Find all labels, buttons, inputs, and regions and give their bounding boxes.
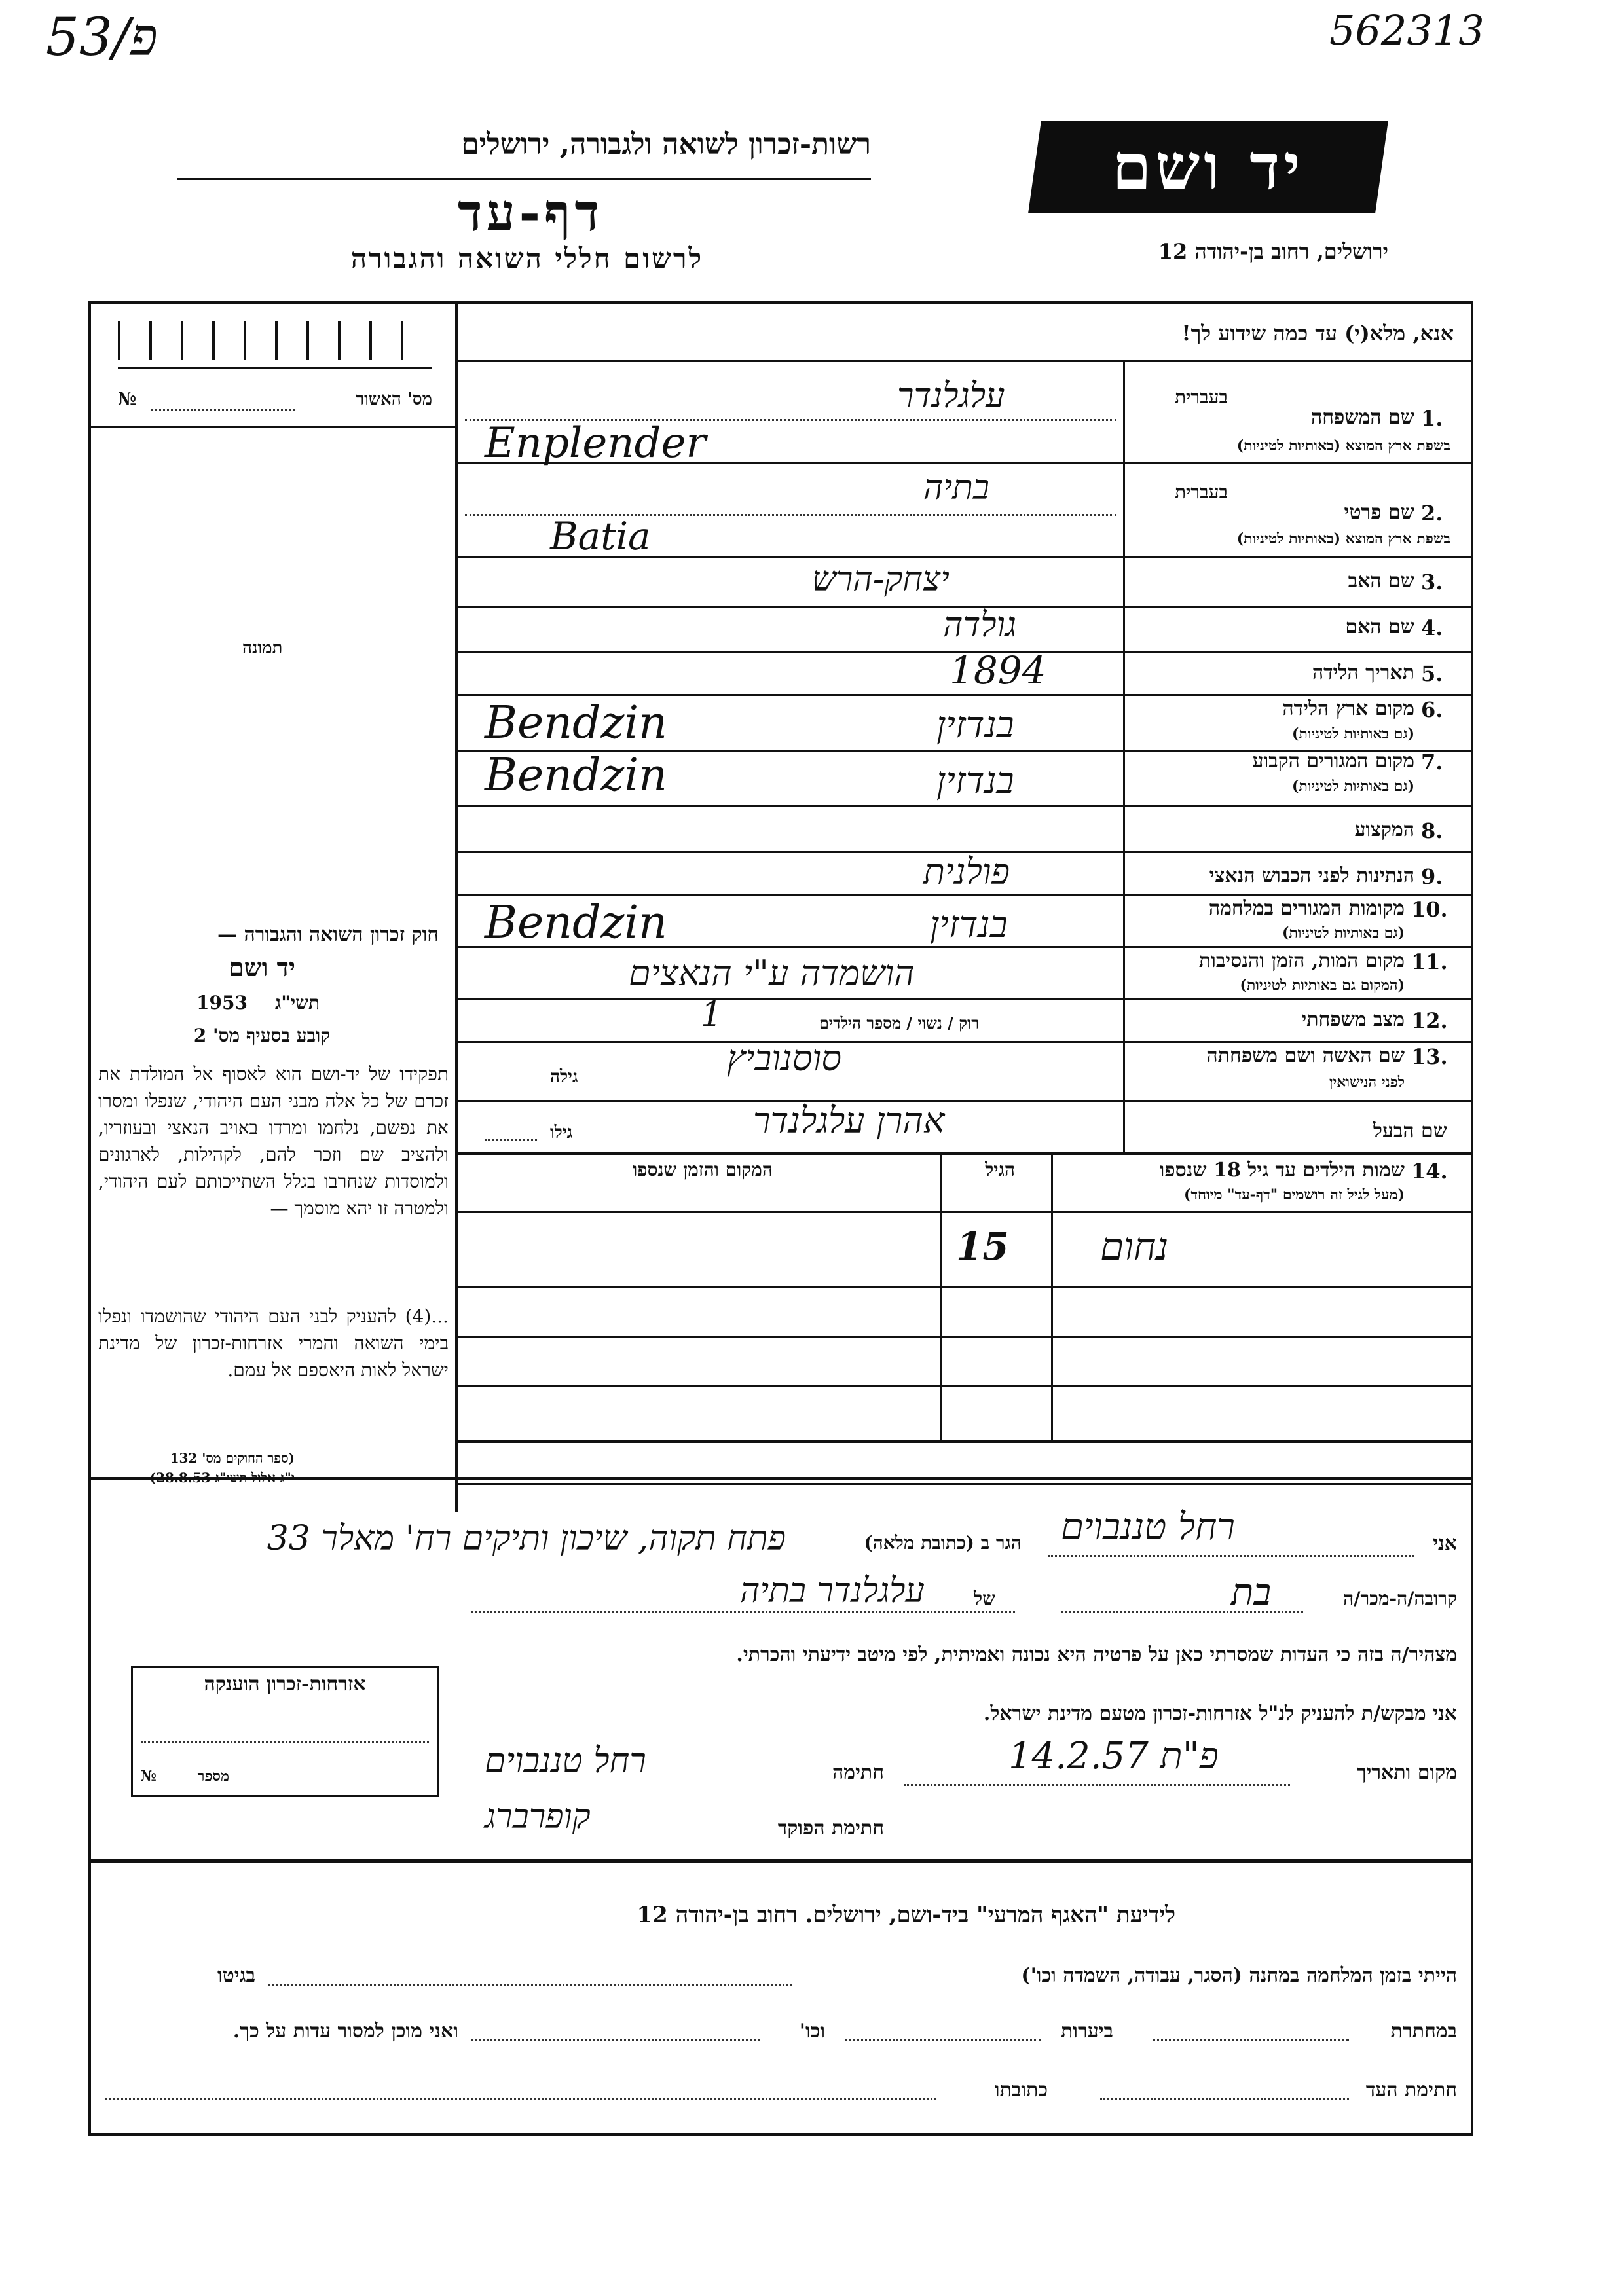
field-6-number: 6. (1421, 697, 1443, 722)
field-13-number: 13. (1411, 1044, 1448, 1069)
declarant-address: פתח תקוה, שיכון ותיקים רח' מאלר 33 (267, 1519, 786, 1558)
of-label: של (974, 1588, 995, 1609)
field-2-heb-tag: בעברית (1174, 481, 1228, 503)
field-7-sub: (גם באותיות לטיניות) (1291, 778, 1414, 795)
field-11-label: מקום המות, הזמן והנסיבות (1198, 949, 1405, 972)
husband-age-label: גילו (550, 1123, 573, 1142)
family-name-hebrew: עלגלנדר (897, 376, 1005, 416)
statement: מצהיר/ה בזה כי העדות שמסרתי כאן על פרטיה היא נכונה ואמיתית, לפי מיטב ידיעתי והכרתי. (736, 1643, 1457, 1666)
declarant-name: רחל טננבוים (1061, 1506, 1235, 1548)
page-title: דף-עד (458, 183, 603, 243)
field-12-label: מצב משפחתי (1301, 1008, 1405, 1031)
field-2-label: שם פרטי (1344, 501, 1414, 524)
relation-value: בת (1231, 1571, 1272, 1614)
field-6-label: מקום ארץ הלידה (1282, 697, 1414, 720)
birth-date: 1894 (950, 648, 1046, 693)
citizenship-box-title: אזרחות-זכרון הוענקה (204, 1673, 366, 1696)
tick-strip (118, 321, 432, 360)
death-details: הושמדה ע"י הנאצים (629, 953, 915, 994)
child-1-name: נחום (1100, 1224, 1169, 1269)
left-reference: 53/פ (46, 7, 158, 67)
children-count: 1 (701, 995, 723, 1034)
officer-label: חתימת הפוקד (777, 1817, 884, 1840)
wife-age-label: גילה (550, 1067, 578, 1087)
father-name: יצחק-הרש (812, 560, 950, 599)
field-1-number: 1. (1421, 406, 1443, 431)
header-address: ירושלים, רחוב בן-יהודה 12 (1158, 239, 1388, 264)
field-5-number: 5. (1421, 661, 1443, 686)
approval-label: מס' האשור (356, 390, 432, 409)
field-8-number: 8. (1421, 818, 1443, 843)
of-name: עלגלנדר בתיה (740, 1571, 925, 1611)
relation-label: קרובה/ה-מכר/ה (1343, 1588, 1457, 1609)
field-6-sub: (גם באותיות לטיניות) (1291, 725, 1414, 742)
authority-title: רשות-זכרון לשואה ולגבורה, ירושלים (461, 128, 871, 161)
footer-title: לידיעת "האגף המרעי" ביד-ושם, ירושלים. רחוב בן-יהודה 12 (637, 1902, 1175, 1928)
field-2-sub: בשפת ארץ המוצא (באותיות לטיניות) (1236, 530, 1450, 547)
law-title: חוק זכרון השואה והגבורה — (217, 923, 439, 946)
field-12-sub: רוק / נשוי / מספר הילדים (819, 1013, 979, 1032)
law-reference-2: י"ג אלול תשי"ג 28.8.53) (149, 1470, 295, 1485)
field-11-number: 11. (1411, 949, 1448, 974)
family-name-latin: Enplender (485, 419, 706, 467)
footer-willing-label: ואני מוכן למסור עדות על כך. (232, 2020, 458, 2043)
footer-address-label: כתובתו (994, 2079, 1048, 2102)
field-9-number: 9. (1421, 864, 1443, 889)
field-8-label: המקצוע (1354, 818, 1414, 841)
wartime-residence-latin: Bendzin (485, 897, 667, 949)
residence-hebrew: בנדזין (936, 759, 1014, 802)
officer-signature: קופרברג (485, 1797, 591, 1836)
field-3-number: 3. (1421, 570, 1443, 594)
approval-number-symbol: № (118, 390, 137, 409)
right-reference: 562313 (1329, 7, 1485, 54)
birth-place-hebrew: בנדזין (936, 704, 1014, 746)
field-14-number: 14. (1411, 1159, 1448, 1184)
husband-label: שם הבעל (1373, 1120, 1447, 1142)
citizenship-number-label: מספר (197, 1768, 229, 1785)
field-9-label: הנתינות לפני הכבוש הנאצי (1209, 864, 1414, 887)
field-10-number: 10. (1411, 897, 1448, 922)
children-place-header: המקום והזמן שנספו (633, 1159, 773, 1180)
law-year: 1953 (196, 992, 248, 1013)
field-12-number: 12. (1411, 1008, 1448, 1033)
footer-etc-label: וכו' (799, 2020, 825, 2043)
children-age-header: הגיל (985, 1159, 1015, 1180)
husband-name: אהרן עלגלנדר (753, 1100, 945, 1141)
field-7-label: מקום המגורים הקבוע (1252, 750, 1414, 773)
footer-camp-label: הייתי בזמן המלחמה במחנה (הסגר, עבודה, השמדה וכו') (1021, 1964, 1457, 1987)
citizenship-number-symbol: № (141, 1768, 157, 1785)
field-7-number: 7. (1421, 750, 1443, 774)
mother-name: גולדה (943, 606, 1017, 645)
field-13-sub: לפני הנישואין (1329, 1074, 1405, 1091)
address-label: הגר ב (כתובת מלאה) (864, 1532, 1022, 1554)
footer-forests-label: ביערות (1060, 2020, 1113, 2043)
nationality: פולנית (923, 851, 1010, 892)
law-reference-1: (ספר החוקים מס' 132 (170, 1450, 295, 1466)
field-4-number: 4. (1421, 615, 1443, 640)
footer-ghetto-label: בגיטו (217, 1964, 255, 1987)
law-clause: קובע בסעיף מס' 2 (193, 1025, 331, 1046)
place-date-label: מקום ותאריך (1356, 1761, 1457, 1784)
field-2-number: 2. (1421, 501, 1443, 526)
form-instruction: אנא, מלא(י) עד כמה שידוע לך! (1181, 321, 1454, 346)
field-1-sub: בשפת ארץ המוצא (באותיות לטיניות) (1236, 437, 1450, 454)
field-10-sub: (גם באותיות לטיניות) (1282, 924, 1405, 941)
wartime-residence-hebrew: בנדזין (930, 903, 1008, 946)
wife-maiden-name: סוסנוביץ (727, 1038, 841, 1079)
declarant-ani: אני (1433, 1532, 1457, 1555)
given-name-latin: Batia (550, 514, 651, 558)
field-1-heb-tag: בעברית (1174, 386, 1228, 408)
law-text-2: ...(4) להעניק לבני העם היהודי שהושמדו ונפלו בימי השואה והמרי אזרחות-זכרון של מדינת ישראל לאות היאספם אל עמם. (98, 1305, 449, 1381)
children-sub: (מעל לגיל זה רושמים "דף-עד" מיוחד) (1184, 1186, 1405, 1203)
footer-underground-label: במחתרת (1390, 2020, 1457, 2043)
photo-label: תמונה (242, 638, 283, 658)
field-11-sub: (המקום גם באותיות לטיניות) (1240, 977, 1405, 994)
law-text: תפקידו של יד-ושם הוא לאסוף אל המולדת את זכרם של כל אלה מבני העם היהודי, שנפלו ומסרו את נפשם, נלחמו ומרדו באויב הנאצי ובעוזריו, ולהציב שם וזכר להם, לקהילות, לארגונים ולמוסדות שנחרבו בגלל השתייכותם לעם היהודי, ולמטרה זו יהא מוסמך — (98, 1063, 449, 1219)
field-5-label: תאריך הלידה (1312, 661, 1414, 684)
law-year-hebrew: תשי"ג (275, 992, 320, 1013)
footer-witness-signature-label: חתימת העד (1365, 2079, 1457, 2102)
field-3-label: שם האב (1348, 570, 1414, 592)
field-10-label: מקומות המגורים במלחמה (1208, 897, 1405, 920)
children-label: שמות הילדים עד גיל 18 שנספו (1159, 1159, 1405, 1182)
page-subtitle: לרשום חללי השואה והגבורה (350, 242, 704, 274)
place-date: פ"ת 14.2.57 (1008, 1735, 1219, 1777)
field-13-label: שם האשה ושם משפחתה (1206, 1044, 1405, 1067)
given-name-hebrew: בתיה (923, 468, 989, 507)
yad-vashem-logo: יד ושם (1028, 121, 1388, 213)
law-logo: יד ושם (229, 953, 295, 982)
field-1-label: שם המשפחה (1310, 406, 1414, 429)
child-1-age: 15 (956, 1224, 1009, 1269)
request: אני מבקש/ת להעניק לנ"ל אזרחות-זכרון מטעם מדינת ישראל. (983, 1702, 1457, 1725)
birth-place-latin: Bendzin (485, 697, 667, 749)
signature-label: חתימה (832, 1761, 884, 1784)
field-4-label: שם האם (1345, 615, 1414, 638)
residence-latin: Bendzin (485, 750, 667, 801)
declarant-signature: רחל טננבוים (485, 1741, 646, 1781)
